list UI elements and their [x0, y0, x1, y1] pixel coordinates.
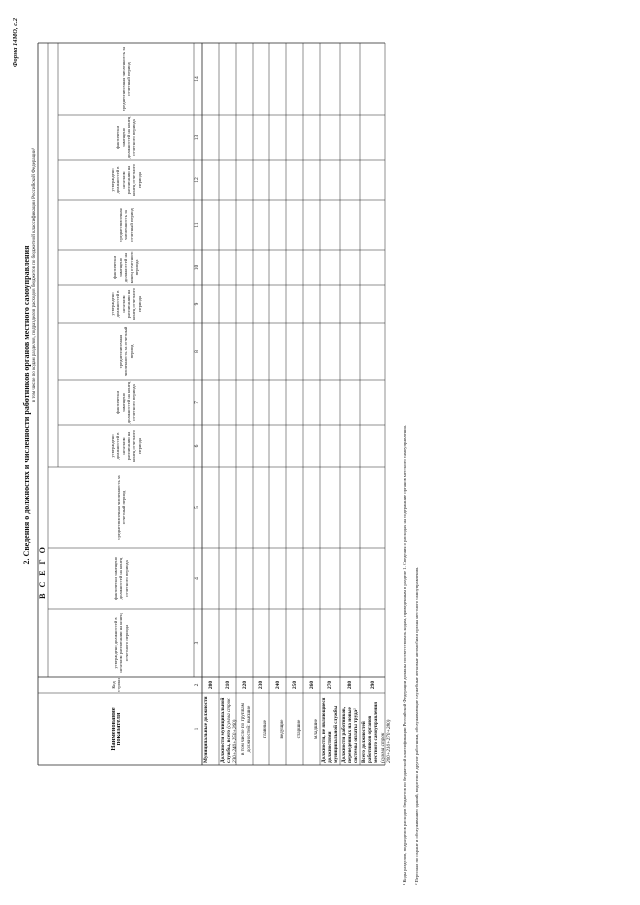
data-cell[interactable] [303, 425, 320, 467]
subsection-title: в том числе по кодам разделов, подразделов расходов бюджетов по бюджетной классификации Российской Федерации¹ [32, 147, 37, 403]
data-cell[interactable] [253, 425, 269, 467]
data-cell[interactable] [269, 115, 286, 160]
data-cell[interactable] [219, 425, 236, 467]
data-cell[interactable] [303, 467, 320, 548]
data-cell[interactable] [303, 285, 320, 323]
data-cell[interactable] [236, 467, 253, 548]
header-col-4: фактически замещено должностей на конец отчетного периода [112, 556, 129, 601]
column-number: 12 [194, 177, 200, 183]
data-cell[interactable] [219, 548, 236, 609]
data-cell[interactable] [360, 200, 385, 250]
data-cell[interactable] [286, 380, 303, 425]
data-cell[interactable] [340, 323, 360, 380]
data-cell[interactable] [219, 160, 236, 200]
row-code: 220 [241, 680, 248, 690]
form-code: Форма 14МО, с.2 [12, 17, 19, 67]
row-label-text: ведущие [278, 719, 285, 739]
row-code: 240 [274, 680, 281, 690]
footnote-1: ¹ Коды разделов, подразделов расходов бюджетов по бюджетной классификации Российской Федерации должны соответствовать кодам, приведенным в разделе 1. Сведения о расходах на содержание органов местного самоуправления. [402, 425, 407, 885]
data-cell[interactable] [303, 115, 320, 160]
data-cell[interactable] [286, 115, 303, 160]
data-cell[interactable] [269, 609, 286, 677]
header-code: Код строки [110, 678, 121, 692]
data-cell[interactable] [236, 380, 253, 425]
row-label [202, 693, 219, 765]
data-cell[interactable] [253, 323, 269, 380]
header-col-13: фактически замещено должностей на конец отчетного периода [115, 116, 137, 159]
data-cell[interactable] [360, 380, 385, 425]
header-col-6: утверждено должностей в штатном расписании на конец отчетного периода [109, 430, 142, 462]
header-col-8: среднесписочная численность за отчетный период [117, 326, 134, 377]
data-cell[interactable] [303, 43, 320, 115]
data-cell[interactable] [269, 548, 286, 609]
data-cell[interactable] [320, 323, 340, 380]
data-cell[interactable] [236, 160, 253, 200]
data-cell[interactable] [253, 43, 269, 115]
column-number: 3 [194, 641, 200, 645]
row-code: 260 [308, 680, 315, 690]
row-code: 250 [291, 680, 298, 690]
data-cell[interactable] [340, 548, 360, 609]
row-label-text: Муниципальные должности [203, 696, 209, 763]
column-number: 6 [194, 444, 200, 448]
data-cell[interactable] [253, 160, 269, 200]
data-cell[interactable] [340, 200, 360, 250]
row-label [340, 693, 360, 765]
data-cell[interactable] [286, 200, 303, 250]
column-number: 13 [194, 134, 200, 141]
data-cell[interactable] [320, 285, 340, 323]
header-vsego: В С Е Г О [38, 545, 48, 599]
row-code: 200 [207, 680, 214, 690]
row-label [219, 693, 239, 765]
data-cell[interactable] [253, 609, 269, 677]
header-col-7: фактически замещено должностей на конец отчетного периода [115, 381, 137, 424]
data-cell[interactable] [236, 323, 253, 380]
data-cell[interactable] [360, 160, 385, 200]
data-cell[interactable] [320, 609, 340, 677]
data-cell[interactable] [269, 250, 286, 285]
data-cell[interactable] [202, 467, 219, 548]
data-cell[interactable] [340, 609, 360, 677]
row-label [320, 693, 340, 765]
column-number: 2 [194, 683, 200, 687]
data-cell[interactable] [320, 250, 340, 285]
data-cell[interactable] [303, 200, 320, 250]
column-number: 4 [194, 577, 200, 580]
data-cell[interactable] [253, 380, 269, 425]
data-cell[interactable] [219, 467, 236, 548]
data-cell[interactable] [236, 200, 253, 250]
data-cell[interactable] [202, 160, 219, 200]
data-cell[interactable] [320, 425, 340, 467]
section-title: 2. Сведения о должностях и численности работников органов местного самоуправления [22, 245, 31, 565]
data-cell[interactable] [219, 43, 236, 115]
data-cell[interactable] [286, 250, 303, 285]
data-cell[interactable] [360, 43, 385, 115]
data-cell[interactable] [269, 43, 286, 115]
data-cell[interactable] [303, 160, 320, 200]
data-cell[interactable] [253, 285, 269, 323]
data-cell[interactable] [202, 200, 219, 250]
data-cell[interactable] [286, 285, 303, 323]
row-label [303, 693, 320, 765]
data-cell[interactable] [219, 380, 236, 425]
data-cell[interactable] [360, 548, 385, 609]
data-cell[interactable] [269, 160, 286, 200]
data-cell[interactable] [219, 323, 236, 380]
header-col-3: утверждено должностей в штатном расписании на конец отчетного периода [112, 613, 129, 673]
column-number: 8 [194, 350, 200, 353]
row-label [236, 693, 253, 765]
header-col-9: утверждено должностей в штатном расписании на конец отчетного периода [109, 288, 142, 320]
data-cell[interactable] [269, 200, 286, 250]
data-cell[interactable] [303, 548, 320, 609]
data-cell[interactable] [236, 250, 253, 285]
data-cell[interactable] [360, 425, 385, 467]
data-cell[interactable] [253, 200, 269, 250]
data-cell[interactable] [219, 115, 236, 160]
row-label-text: в том числе по группам должностей: высшие [239, 703, 252, 755]
data-cell[interactable] [360, 323, 385, 380]
data-cell[interactable] [286, 609, 303, 677]
row-code: 280 [347, 680, 353, 690]
row-label-text: Должности муниципальной службы, всего [220, 697, 233, 763]
data-cell[interactable] [269, 467, 286, 548]
row-code: 210 [224, 680, 231, 690]
data-cell[interactable] [286, 548, 303, 609]
data-cell[interactable] [340, 285, 360, 323]
data-cell[interactable] [360, 285, 385, 323]
data-cell[interactable] [340, 380, 360, 425]
data-cell[interactable] [236, 285, 253, 323]
data-cell[interactable] [236, 43, 253, 115]
data-cell[interactable] [303, 609, 320, 677]
data-cell[interactable] [202, 548, 219, 609]
data-cell[interactable] [219, 200, 236, 250]
row-label-text: Всего должностей работников органов местного самоуправления [361, 701, 380, 763]
data-cell[interactable] [202, 285, 219, 323]
data-cell[interactable] [269, 380, 286, 425]
row-label-text: младшие [312, 719, 319, 739]
data-cell[interactable] [286, 323, 303, 380]
data-cell[interactable] [340, 115, 360, 160]
data-cell[interactable] [303, 250, 320, 285]
header-col-12: утверждено должностей в штатном расписании на конец отчетного периода [109, 164, 142, 196]
data-cell[interactable] [340, 467, 360, 548]
data-cell[interactable] [202, 115, 219, 160]
data-cell[interactable] [320, 380, 340, 425]
data-cell[interactable] [320, 200, 340, 250]
row-label [253, 693, 269, 765]
data-cell[interactable] [320, 467, 340, 548]
header-col-10: фактически замещено должностей на конец отчетного периода [112, 251, 140, 284]
data-cell[interactable] [320, 160, 340, 200]
data-cell[interactable] [253, 250, 269, 285]
row-code: 290 [369, 680, 376, 690]
header-col-5: среднесписочная численность за отчетный период [115, 475, 126, 540]
column-number: 14 [194, 76, 200, 82]
row-code: 270 [327, 680, 333, 690]
data-cell[interactable] [219, 285, 236, 323]
data-cell[interactable] [236, 548, 253, 609]
data-cell[interactable] [219, 250, 236, 285]
data-cell[interactable] [202, 250, 219, 285]
column-number: 11 [194, 222, 200, 228]
column-number: 7 [194, 401, 200, 404]
footnote-2: ² Персонал по охране и обслуживанию зданий, водители и другие работники, обслуживающие служебные легковые автомобили органа местного самоуправления. [414, 566, 419, 885]
row-label [286, 693, 303, 765]
column-number: 10 [194, 264, 200, 271]
column-number: 1 [194, 727, 200, 731]
data-cell[interactable] [303, 380, 320, 425]
column-number: 5 [194, 506, 200, 509]
data-cell[interactable] [269, 323, 286, 380]
data-cell[interactable] [236, 115, 253, 160]
header-col-11: среднесписочная численность за отчетный период [117, 208, 134, 242]
row-code: 230 [258, 680, 264, 690]
data-cell[interactable] [360, 467, 385, 548]
data-cell[interactable] [320, 548, 340, 609]
data-cell[interactable] [253, 115, 269, 160]
data-cell[interactable] [202, 323, 219, 380]
data-cell[interactable] [286, 467, 303, 548]
row-label-text: Должности работников, переведенных на новые системы оплаты труда² [341, 706, 360, 763]
data-cell[interactable] [340, 160, 360, 200]
row-label [269, 693, 286, 765]
data-cell[interactable] [253, 467, 269, 548]
data-cell[interactable] [219, 609, 236, 677]
data-cell[interactable] [253, 548, 269, 609]
header-indicator: Наименование показателя [109, 707, 122, 751]
data-cell[interactable] [269, 285, 286, 323]
row-label-text: главные [261, 720, 268, 738]
data-cell[interactable] [320, 43, 340, 115]
data-cell[interactable] [202, 609, 219, 677]
header-col-14: среднесписочная численность за отчетный период [120, 46, 131, 112]
data-cell[interactable] [202, 425, 219, 467]
data-cell[interactable] [360, 250, 385, 285]
data-cell[interactable] [360, 115, 385, 160]
data-cell[interactable] [202, 380, 219, 425]
data-cell[interactable] [340, 250, 360, 285]
row-label [360, 693, 392, 765]
data-cell[interactable] [320, 115, 340, 160]
data-cell[interactable] [236, 609, 253, 677]
data-cell[interactable] [340, 425, 360, 467]
row-label-formula: (сумма строк 230+240+250+260) [226, 698, 239, 763]
column-number: 9 [194, 302, 200, 306]
data-cell[interactable] [286, 160, 303, 200]
data-cell[interactable] [286, 43, 303, 115]
data-cell[interactable] [236, 425, 253, 467]
data-cell[interactable] [286, 425, 303, 467]
data-cell[interactable] [202, 43, 219, 115]
data-cell[interactable] [360, 609, 385, 677]
row-label-text: Должности, не являющиеся должностями муниципальной службы [321, 697, 340, 763]
data-cell[interactable] [340, 43, 360, 115]
row-label-text: старшие [295, 719, 302, 739]
data-cell[interactable] [269, 425, 286, 467]
row-label-formula: (сумма строк 200+210+270+280) [379, 719, 392, 763]
data-cell[interactable] [303, 323, 320, 380]
